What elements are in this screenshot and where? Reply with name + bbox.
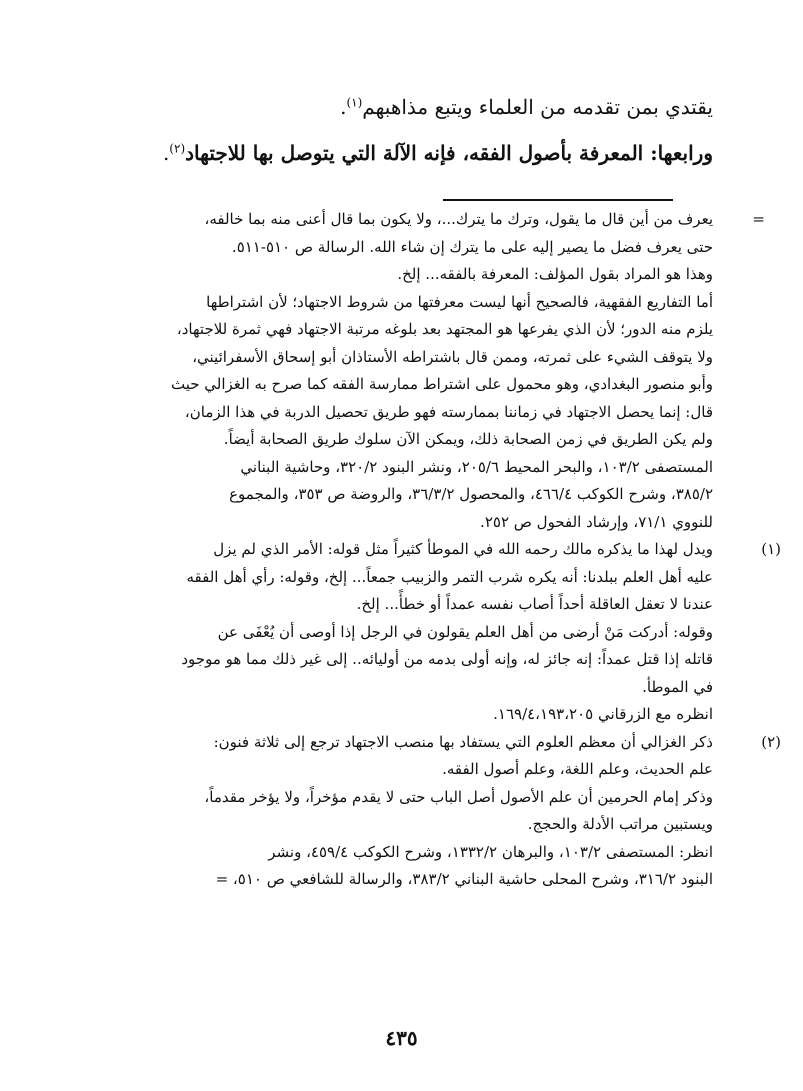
footnote-1-line: وقوله: أدركت مَنْ أرضى من أهل العلم يقولون في الرجل إذا أوصى أن يُعْفَى عن xyxy=(217,622,713,641)
footnote-continuation-line: قال: إنما يحصل الاجتهاد في زماننا بممارسته فهو طريق تحصيل الدربة في هذا الزمان، xyxy=(184,402,713,421)
footnote-continuation-line: أما التفاريع الفقهية، فالصحيح أنها ليست معرفتها من شروط الاجتهاد؛ لأن اشتراطها xyxy=(206,292,713,311)
main-text-line-2-end: . xyxy=(162,141,170,165)
footnote-1-line: (١)ويدل لهذا ما يذكره مالك رحمه الله في الموطأ كثيراً مثل قوله: الأمر الذي لم يزل xyxy=(23,536,713,564)
footnote-2-line: (٢)ذكر الغزالي أن معظم العلوم التي يستفاد بها منصب الاجتهاد ترجع إلى ثلاثة فنون: xyxy=(23,729,713,757)
footnote-continuation-line: وأبو منصور البغدادي، وهو محمول على اشتراط ممارسة الفقه كما صرح به الغزالي حيث xyxy=(170,375,713,393)
footnote-continuation-line: يلزم منه الدور؛ لأن الذي يفرعها هو المجتهد بعد بلوغه مرتبة الاجتهاد فهي ثمرة للاجتهاد، xyxy=(176,320,713,338)
footnote-1-line: عندنا لا تعقل العاقلة أحداً أصاب نفسه عمداً أو خطأً... إلخ. xyxy=(356,595,713,613)
main-text-line-2-lead: ورابعها: xyxy=(650,141,713,165)
footnote-1-line: عليه أهل العلم ببلدنا: أنه يكره شرب التمر والزبيب جمعاً... إلخ، وقوله: رأي أهل الفقه xyxy=(186,567,713,586)
footnote-continuation-line: حتى يعرف فضل ما يصير إليه على ما يترك إن شاء الله. الرسالة ص ٥١٠-٥١١. xyxy=(231,237,713,256)
footnote-continuation-line: ولا يتوقف الشيء على ثمرته، وممن قال باشتراطه الأستاذان أبو إسحاق الأسفرائيني، xyxy=(192,347,713,366)
footnote-1-line: قاتله إذا قتل عمداً: إنه جائز له، وإنه أولى بدمه من أوليائه.. إلى غير ذلك مما هو موجود xyxy=(181,650,713,668)
footnote-ref-1: (١) xyxy=(346,95,363,110)
footnotes-block xyxy=(23,206,781,894)
footnote-2-line: علم الحديث، وعلم اللغة، وعلم أصول الفقه. xyxy=(442,760,713,778)
footnote-continuation-line: =يعرف من أين قال ما يقول، وترك ما يترك...، ولا يكون بما قال أعنى منه بما خالفه، xyxy=(23,206,713,234)
main-text-line-1 xyxy=(73,92,713,122)
footnote-continuation-line: المستصفى ١٠٣/٢، والبحر المحيط ٢٠٥/٦، ونشر البنود ٣٢٠/٢، وحاشية البناني xyxy=(240,457,713,476)
footnote-2-line: ويستبين مراتب الأدلة والحجج. xyxy=(527,815,713,833)
footnote-2-line: انظر: المستصفى ١٠٣/٢، والبرهان ١٣٣٢/٢، وشرح الكوكب ٤٥٩/٤، ونشر xyxy=(268,842,713,861)
footnote-continuation-line: ٣٨٥/٢، وشرح الكوكب ٤٦٦/٤، والمحصول ٣٦/٣/٢، والروضة ص ٣٥٣، والمجموع xyxy=(229,485,713,503)
footnote-1-line: انظره مع الزرقاني ١٦٩/٤،١٩٣،٢٠٥. xyxy=(493,705,713,723)
footnote-1-marker: (١) xyxy=(761,540,781,558)
footnote-continuation-line: للنووي ٧١/١، وإرشاد الفحول ص ٢٥٢. xyxy=(480,512,713,531)
footnote-separator xyxy=(443,199,673,201)
page-number: ٤٣٥ xyxy=(385,1026,418,1050)
footnote-ref-2: (٢) xyxy=(169,141,186,156)
footnote-2-marker: (٢) xyxy=(761,732,781,751)
footnote-1-line: في الموطأ. xyxy=(642,677,713,696)
footnote-continuation-line: ولم يكن الطريق في زمن الصحابة ذلك، ويمكن الآن سلوك طريق الصحابة أيضاً. xyxy=(223,430,713,448)
main-text-line-1-end: . xyxy=(340,95,347,119)
footnote-continuation-line: وهذا هو المراد بقول المؤلف: المعرفة بالفقه... إلخ. xyxy=(397,265,713,283)
footnote-2-line: البنود ٣١٦/٢، وشرح المحلى حاشية البناني ٣٨٣/٢، والرسالة للشافعي ص ٥١٠، = xyxy=(215,870,713,888)
continuation-mark: = xyxy=(752,210,765,228)
main-text-line-2 xyxy=(73,138,713,168)
footnote-2-line: وذكر إمام الحرمين أن علم الأصول أصل الباب حتى لا يقدم مؤخراً، ولا يؤخر مقدماً، xyxy=(204,787,713,806)
main-text-line-1-body: يقتدي بمن تقدمه من العلماء ويتبع مذاهبهم xyxy=(362,95,713,119)
main-text-line-2-body: المعرفة بأصول الفقه، فإنه الآلة التي يتوصل بها للاجتهاد xyxy=(185,141,651,165)
